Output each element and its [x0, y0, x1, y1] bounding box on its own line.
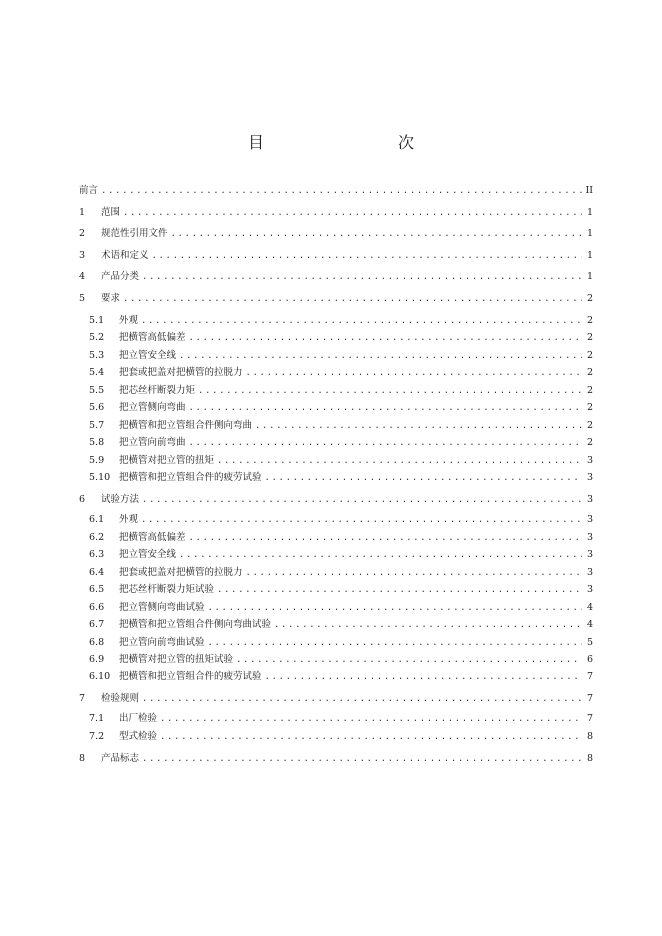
toc-leader-dots — [236, 653, 582, 667]
toc-entry[interactable] — [79, 292, 593, 306]
toc-entry-title: 把立管安全线 — [119, 549, 177, 560]
toc-entry-title: 把立管向前弯曲试验 — [119, 637, 205, 648]
toc-entry-title: 术语和定义 — [101, 250, 149, 261]
toc-entry[interactable] — [79, 692, 593, 706]
toc-page-number: 3 — [586, 549, 593, 560]
toc-entry-title: 把横管和把立管组合件的疲劳试验 — [119, 671, 262, 682]
toc-leader-dots — [142, 493, 582, 507]
toc-entry-number: 5 — [79, 293, 86, 304]
toc-entry-title: 把横管和把立管组合件侧向弯曲 — [119, 420, 253, 431]
toc-page-number: 1 — [586, 228, 593, 239]
toc-entry-number: 8 — [79, 753, 86, 764]
toc-page-number: 5 — [586, 637, 593, 648]
toc-subentry[interactable] — [89, 419, 593, 433]
toc-subentry[interactable] — [89, 548, 593, 562]
toc-leader-dots — [189, 401, 582, 415]
toc-leader-dots — [208, 636, 582, 650]
toc-page-number: II — [585, 185, 593, 196]
toc-subentry[interactable] — [89, 436, 593, 450]
toc-page-number: 2 — [586, 332, 593, 343]
toc-page-number: 2 — [586, 293, 593, 304]
toc-entry-title: 前言 — [79, 185, 99, 196]
toc-subentry[interactable] — [89, 566, 593, 580]
toc-entry-title: 检验规则 — [101, 693, 140, 704]
toc-entry-title: 把横管高低偏差 — [119, 532, 186, 543]
toc-page-number: 1 — [586, 271, 593, 282]
page-title: 目 次 — [247, 133, 448, 152]
toc-entry-title: 外观 — [119, 315, 139, 326]
toc-entry-number: 1 — [79, 207, 86, 218]
toc-entry-number: 5.3 — [89, 350, 105, 361]
toc-entry-title: 把立管侧向弯曲 — [119, 402, 186, 413]
toc-entry-title: 把芯丝杆断裂力矩试验 — [119, 584, 215, 595]
toc-page-number: 3 — [586, 494, 593, 505]
toc-entry-number: 6.5 — [89, 584, 105, 595]
toc-entry[interactable] — [79, 206, 593, 220]
toc-entry-number: 4 — [79, 271, 86, 282]
toc-leader-dots — [101, 184, 582, 198]
toc-entry-title: 把横管对把立管的扭矩试验 — [119, 654, 234, 665]
toc-entry[interactable] — [79, 493, 593, 507]
toc-subentry[interactable] — [89, 331, 593, 345]
toc-leader-dots — [142, 270, 582, 284]
toc-entry-number: 6.8 — [89, 637, 105, 648]
toc-subentry[interactable] — [89, 513, 593, 527]
toc-leader-dots — [179, 349, 582, 363]
toc-entry-number: 5.8 — [89, 437, 105, 448]
toc-entry[interactable] — [79, 184, 593, 198]
toc-entry-number: 5.5 — [89, 385, 105, 396]
toc-page-number: 2 — [586, 350, 593, 361]
toc-page-number: 2 — [586, 315, 593, 326]
toc-page-number: 1 — [586, 207, 593, 218]
toc-leader-dots — [189, 436, 582, 450]
toc-entry-title: 把套或把盖对把横管的拉脱力 — [119, 567, 243, 578]
toc-subentry[interactable] — [89, 636, 593, 650]
toc-page-number: 1 — [586, 250, 593, 261]
toc-subentry[interactable] — [89, 366, 593, 380]
toc-leader-dots — [152, 249, 582, 263]
toc-entry-number: 6 — [79, 494, 86, 505]
toc-page-number: 4 — [586, 602, 593, 613]
toc-entry-number: 5.6 — [89, 402, 105, 413]
toc-entry-number: 5.7 — [89, 420, 105, 431]
toc-leader-dots — [123, 206, 582, 220]
toc-entry-number: 6.1 — [89, 514, 105, 525]
toc-leader-dots — [255, 419, 582, 433]
toc-subentry[interactable] — [89, 712, 593, 726]
toc-leader-dots — [217, 454, 582, 468]
toc-page-number: 3 — [586, 567, 593, 578]
toc-leader-dots — [217, 583, 582, 597]
toc-entry[interactable] — [79, 752, 593, 766]
toc-entry-number: 5.2 — [89, 332, 105, 343]
toc-page-number: 8 — [586, 753, 593, 764]
toc-entry-title: 规范性引用文件 — [101, 228, 168, 239]
toc-entry-number: 3 — [79, 250, 86, 261]
toc-entry-title: 把芯丝杆断裂力矩 — [119, 385, 196, 396]
toc-subentry[interactable] — [89, 314, 593, 328]
toc-entry-title: 把横管和把立管组合件的疲劳试验 — [119, 472, 262, 483]
toc-page-number: 3 — [586, 514, 593, 525]
toc-entry-title: 把横管和把立管组合件侧向弯曲试验 — [119, 619, 272, 630]
toc-subentry[interactable] — [89, 471, 593, 485]
toc-page-number: 2 — [586, 420, 593, 431]
toc-entry-title: 范围 — [101, 207, 121, 218]
toc-leader-dots — [265, 471, 582, 485]
toc-page-number: 6 — [586, 654, 593, 665]
toc-subentry[interactable] — [89, 670, 593, 684]
toc-entry-title: 试验方法 — [101, 494, 140, 505]
toc-entry-title: 把横管高低偏差 — [119, 332, 186, 343]
toc-page-number: 3 — [586, 455, 593, 466]
toc-page-number: 3 — [586, 472, 593, 483]
toc-entry-title: 出厂检验 — [119, 713, 158, 724]
toc-subentry[interactable] — [89, 384, 593, 398]
toc-entry-title: 产品标志 — [101, 753, 140, 764]
toc-leader-dots — [246, 366, 582, 380]
toc-entry-number: 7.1 — [89, 713, 105, 724]
toc-leader-dots — [198, 384, 582, 398]
toc-leader-dots — [189, 531, 582, 545]
toc-page-number: 8 — [586, 731, 593, 742]
toc-entry-title: 型式检验 — [119, 731, 158, 742]
toc-leader-dots — [141, 513, 582, 527]
toc-entry-title: 把立管安全线 — [119, 350, 177, 361]
toc-leader-dots — [142, 752, 582, 766]
toc-page-number: 4 — [586, 619, 593, 630]
toc-entry-title: 要求 — [101, 293, 121, 304]
toc-subentry[interactable] — [89, 653, 593, 667]
toc-page-number: 7 — [586, 693, 593, 704]
toc-subentry[interactable] — [89, 601, 593, 615]
toc-page-number: 3 — [586, 584, 593, 595]
toc-subentry[interactable] — [89, 730, 593, 744]
toc-page-number: 2 — [586, 367, 593, 378]
toc-subentry[interactable] — [89, 349, 593, 363]
toc-leader-dots — [171, 227, 582, 241]
toc-subentry[interactable] — [89, 618, 593, 632]
toc-entry-title: 产品分类 — [101, 271, 140, 282]
toc-leader-dots — [160, 712, 582, 726]
toc-leader-dots — [189, 331, 582, 345]
toc-entry-number: 6.3 — [89, 549, 105, 560]
toc-subentry[interactable] — [89, 454, 593, 468]
toc-page-number: 3 — [586, 532, 593, 543]
toc-entry-number: 5.1 — [89, 315, 105, 326]
toc-entry-title: 把套或把盖对把横管的拉脱力 — [119, 367, 243, 378]
toc-page-number: 2 — [586, 437, 593, 448]
toc-entry-title: 把立管向前弯曲 — [119, 437, 186, 448]
toc-leader-dots — [274, 618, 582, 632]
toc-leader-dots — [141, 314, 582, 328]
toc-leader-dots — [208, 601, 582, 615]
toc-entry[interactable] — [79, 227, 593, 241]
toc-entry-title: 把横管对把立管的扭矩 — [119, 455, 215, 466]
toc-page-number: 2 — [586, 385, 593, 396]
toc-subentry[interactable] — [89, 401, 593, 415]
toc-entry[interactable] — [79, 270, 593, 284]
toc-leader-dots — [265, 670, 582, 684]
toc-entry-number: 5.9 — [89, 455, 105, 466]
toc-leader-dots — [160, 730, 582, 744]
toc-page-number: 7 — [586, 671, 593, 682]
toc-subentry[interactable] — [89, 531, 593, 545]
toc-entry-number: 2 — [79, 228, 86, 239]
toc-entry-number: 5.10 — [89, 472, 111, 483]
toc-entry-title: 把立管侧向弯曲试验 — [119, 602, 205, 613]
toc-entry-number: 6.7 — [89, 619, 105, 630]
toc-entry-number: 7.2 — [89, 731, 105, 742]
toc-page-number: 7 — [586, 713, 593, 724]
toc-entry-number: 6.2 — [89, 532, 105, 543]
toc-leader-dots — [246, 566, 582, 580]
toc-entry-number: 6.6 — [89, 602, 105, 613]
toc-leader-dots — [142, 692, 582, 706]
toc-entry-title: 外观 — [119, 514, 139, 525]
toc-page-number: 2 — [586, 402, 593, 413]
toc-leader-dots — [123, 292, 582, 306]
toc-entry-number: 6.9 — [89, 654, 105, 665]
toc-entry-number: 6.10 — [89, 671, 111, 682]
toc-entry-number: 7 — [79, 693, 86, 704]
toc-entry[interactable] — [79, 249, 593, 263]
toc-entry-number: 5.4 — [89, 367, 105, 378]
toc-entry-number: 6.4 — [89, 567, 105, 578]
toc-leader-dots — [179, 548, 582, 562]
toc-subentry[interactable] — [89, 583, 593, 597]
